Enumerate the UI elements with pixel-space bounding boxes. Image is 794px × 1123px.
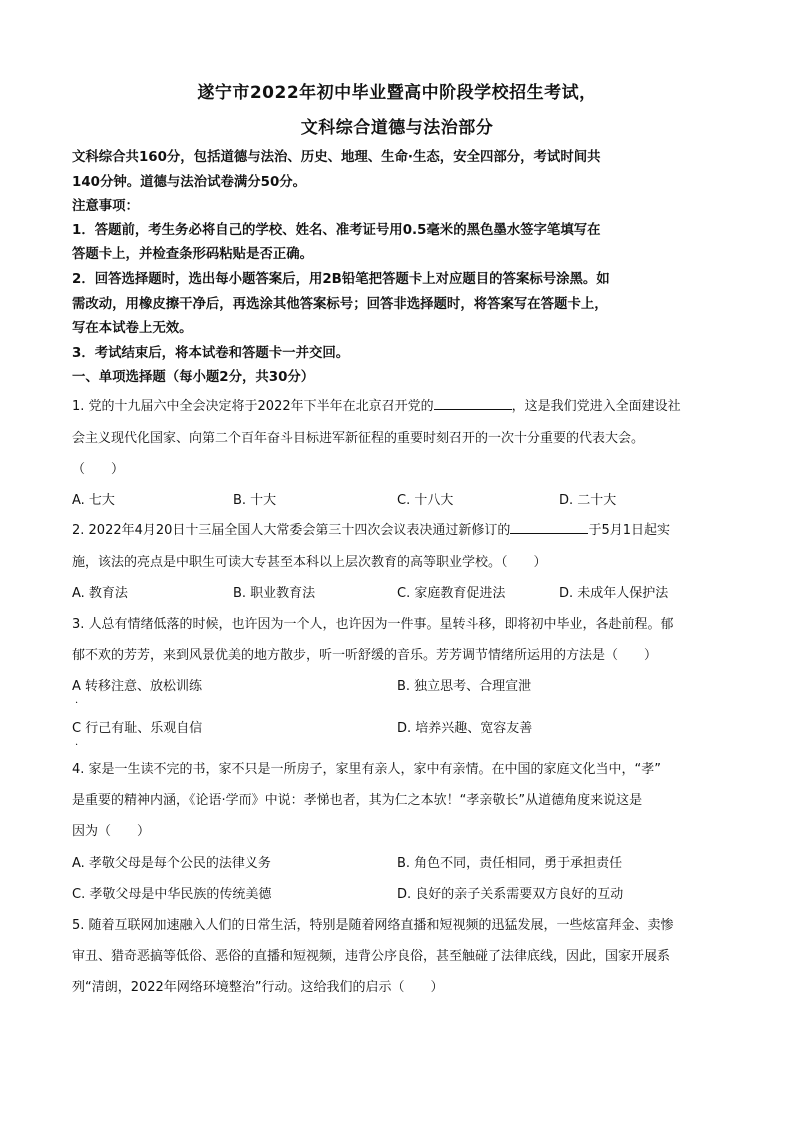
q2-option-d: D. 未成年人保护法 [559, 586, 669, 601]
q5-line3: 列“清朗，2022年网络环境整治”行动。这给我们的启示（ ） [72, 980, 444, 995]
q5-line2: 审丑、猎奇恶搞等低俗、恶俗的直播和短视频，违背公序良俗，甚至触碰了法律底线，因此，国家开展系 [72, 949, 671, 964]
q2-line2: 施，该法的亮点是中职生可读大专甚至本科以上层次教育的高等职业学校。（ ） [72, 555, 547, 570]
q3-option-a-dot: · [75, 698, 79, 709]
q1-option-b: B. 十大 [233, 493, 277, 508]
q4-option-b: B. 角色不同，责任相同，勇于承担责任 [397, 856, 623, 871]
q1-line1 [72, 397, 732, 417]
q1-line2: 会主义现代化国家、向第二个百年奋斗目标进军新征程的重要时刻召开的一次十分重要的代表大会。 [72, 431, 645, 446]
q4-option-a: A. 孝敬父母是每个公民的法律义务 [72, 856, 271, 871]
q1-line3: （ ） [72, 462, 125, 477]
q4-line3: 因为（ ） [72, 824, 151, 839]
q4-option-c: C. 孝敬父母是中华民族的传统美德 [72, 887, 272, 902]
q1-text-b: ，这是我们党进入全面建设社 [511, 399, 681, 414]
note2-line1: 2．回答选择题时，选出每小题答案后，用2B铅笔把答题卡上对应题目的答案标号涂黑。如 [72, 272, 610, 287]
intro-line1: 文科综合共160分，包括道德与法治、历史、地理、生命·生态，安全四部分，考试时间共 [72, 150, 601, 165]
note1-line1: 1．答题前，考生务必将自己的学校、姓名、准考证号用0.5毫米的黑色墨水签字笔填写在 [72, 223, 601, 238]
note3: 3．考试结束后，将本试卷和答题卡一并交回。 [72, 346, 350, 361]
q2-text-b: 于5月1日起实 [588, 523, 670, 538]
section1-heading: 一、单项选择题（每小题2分，共30分） [72, 370, 315, 385]
q3-option-c-dot: · [75, 740, 79, 751]
q1-blank [434, 397, 512, 410]
q1-option-d: D. 二十大 [559, 493, 617, 508]
q2-text-a: 2. 2022年4月20日十三届全国人大常委会第三十四次会议表决通过新修订的 [72, 523, 511, 538]
exam-title-line2: 文科综合道德与法治部分 [300, 118, 494, 138]
q3-option-c: C 行己有耻、乐观自信 [72, 721, 203, 736]
q3-option-b: B. 独立思考、合理宣泄 [397, 679, 532, 694]
notes-heading: 注意事项： [72, 199, 139, 214]
q1-text-a: 1. 党的十九届六中全会决定将于2022年下半年在北京召开党的 [72, 399, 434, 414]
exam-title-line1: 遂宁市2022年初中毕业暨高中阶段学校招生考试， [197, 83, 597, 103]
q3-line2: 郁不欢的芳芳，来到风景优美的地方散步，听一听舒缓的音乐。芳芳调节情绪所运用的方法是（ ） [72, 648, 658, 663]
q4-line1: 4. 家是一生读不完的书，家不只是一所房子，家里有亲人，家中有亲情。在中国的家庭文化当中，“孝” [72, 762, 662, 777]
q2-option-c: C. 家庭教育促进法 [397, 586, 506, 601]
q2-option-a: A. 教育法 [72, 586, 128, 601]
q1-option-c: C. 十八大 [397, 493, 454, 508]
note2-line3: 写在本试卷上无效。 [72, 321, 193, 336]
q4-line2: 是重要的精神内涵，《论语·学而》中说：孝悌也者，其为仁之本欤！“孝亲敬长”从道德角度来说这是 [72, 793, 643, 808]
q3-option-d: D. 培养兴趣、宽容友善 [397, 721, 533, 736]
q1-option-a: A. 七大 [72, 493, 115, 508]
q2-option-b: B. 职业教育法 [233, 586, 316, 601]
q3-line1: 3. 人总有情绪低落的时候，也许因为一个人，也许因为一件事。星转斗移，即将初中毕业，各赴前程。郁 [72, 617, 674, 632]
q2-blank [510, 521, 588, 534]
q2-line1 [72, 521, 732, 541]
q4-option-d: D. 良好的亲子关系需要双方良好的互动 [397, 887, 624, 902]
q5-line1: 5. 随着互联网加速融入人们的日常生活，特别是随着网络直播和短视频的迅猛发展，一些炫富拜金、卖惨 [72, 918, 674, 933]
note2-line2: 需改动，用橡皮擦干净后，再选涂其他答案标号；回答非选择题时，将答案写在答题卡上， [72, 297, 608, 312]
intro-line2: 140分钟。道德与法治试卷满分50分。 [72, 175, 307, 190]
note1-line2: 答题卡上，并检查条形码粘贴是否正确。 [72, 247, 314, 262]
q3-option-a: A 转移注意、放松训练 [72, 679, 203, 694]
